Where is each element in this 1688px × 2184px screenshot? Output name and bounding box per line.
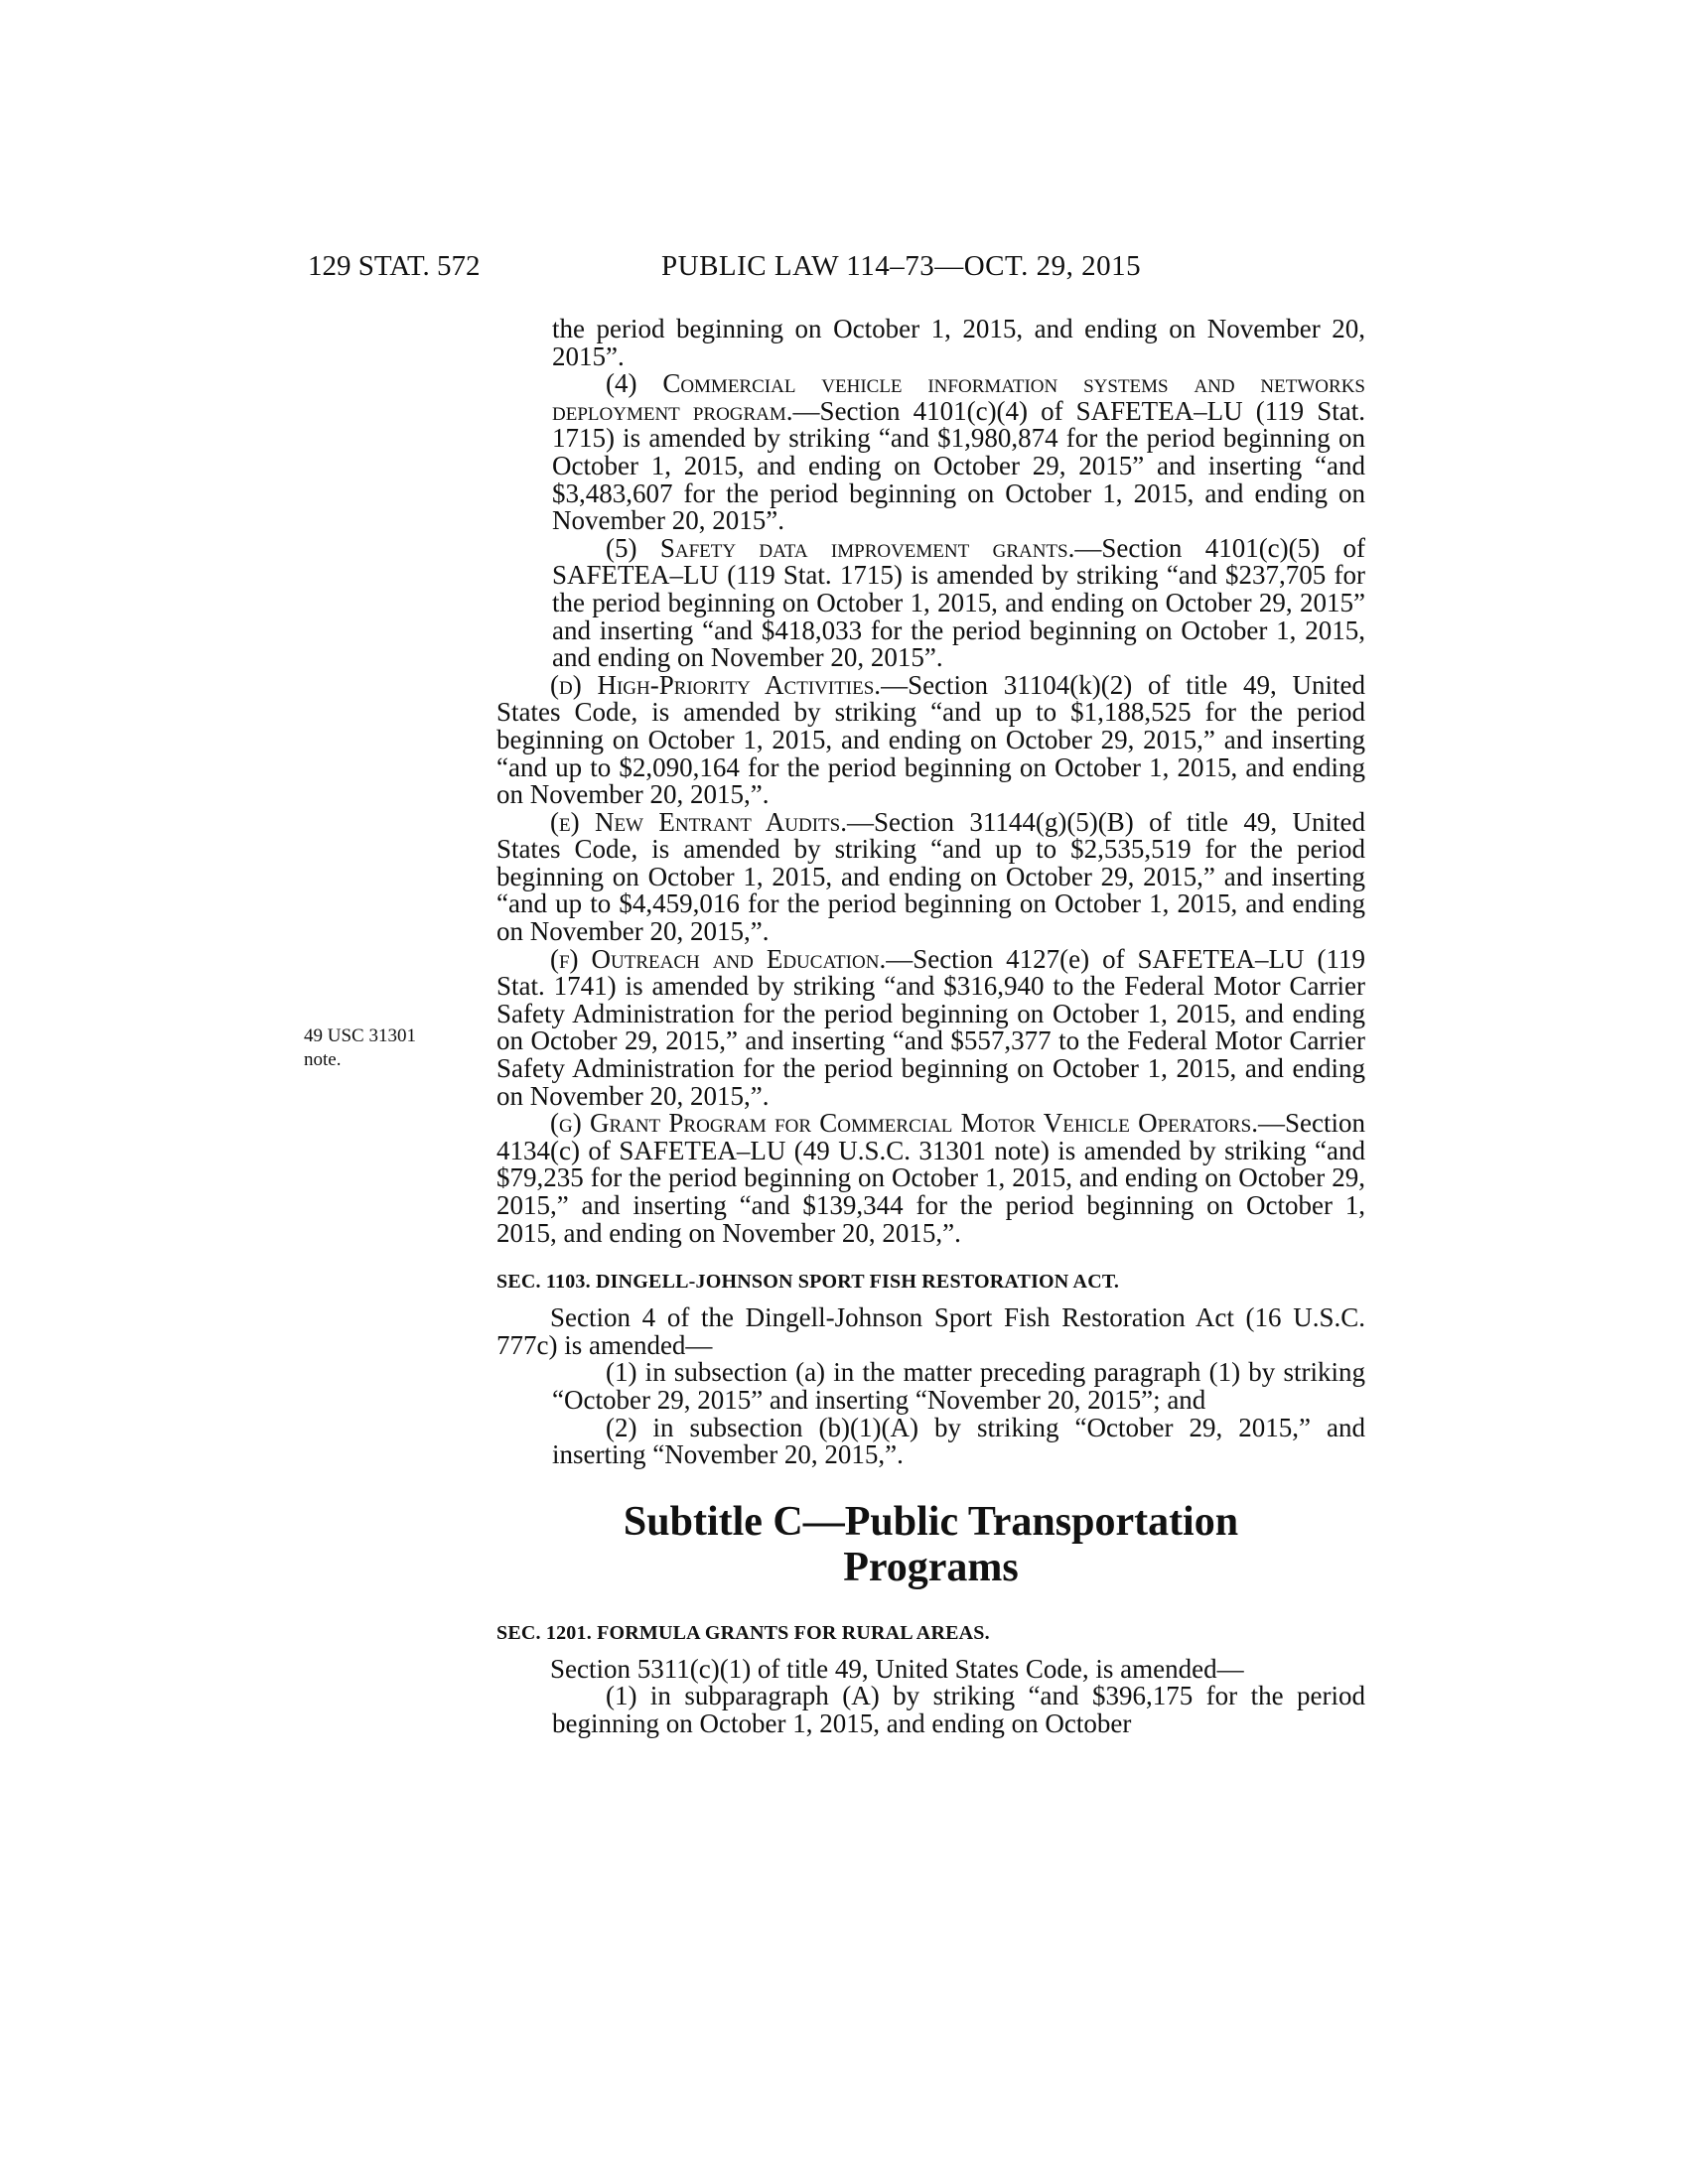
paragraph-heading: (d) High-Priority Activities. xyxy=(550,669,882,700)
paragraph: (1) in subsection (a) in the matter preceding paragraph (1) by striking “October 29, 2015” and inserting “November 20, 2015”; and xyxy=(552,1357,1365,1415)
paragraph-heading: (5) Safety data improvement grants. xyxy=(606,532,1075,563)
paragraph-heading: (f) Outreach and Education. xyxy=(550,943,887,974)
margin-note-line: note. xyxy=(304,1049,342,1070)
statute-page-number: 129 STAT. 572 xyxy=(308,250,481,282)
paragraph-heading: (e) New Entrant Audits. xyxy=(550,806,847,837)
document-body xyxy=(496,316,1365,1738)
paragraph-heading: (4) Commercial vehicle information systems and networks deployment program. xyxy=(552,368,1365,426)
paragraph-text: —Section 31144(g)(5)(B) of title 49, United States Code, is amended by striking “and up to $2,535,519 for the period beginning on October 1, 2015, and ending on October 29, 2015,” and inserting “and up to $4,459,016 for the period beginning on October 1, 2015, and ending on November 20, 2015,”. xyxy=(496,806,1365,947)
paragraph: Section 4 of the Dingell-Johnson Sport Fish Restoration Act (16 U.S.C. 777c) is amended— xyxy=(496,1302,1365,1360)
paragraph xyxy=(496,943,1365,1111)
margin-note xyxy=(304,1024,463,1072)
paragraph: Section 5311(c)(1) of title 49, United States Code, is amended— xyxy=(550,1653,1244,1684)
subtitle-line: Subtitle C—Public Transportation xyxy=(623,1498,1239,1545)
paragraph xyxy=(496,806,1365,947)
paragraph-heading: (g) Grant Program for Commercial Motor Vehicle Operators. xyxy=(550,1108,1258,1139)
paragraph: (1) in subparagraph (A) by striking “and $396,175 for the period beginning on October 1, 2015, and ending on October xyxy=(552,1681,1365,1738)
paragraph-text: —Section 4134(c) of SAFETEA–LU (49 U.S.C. 31301 note) is amended by striking “and $79,235 for the period beginning on October 1, 2015, and ending on October 29, 2015,” and inserting “and $139,344 for the period beginning on October 1, 2015, and ending on November 20, 2015,”. xyxy=(496,1108,1365,1248)
paragraph xyxy=(496,532,1365,673)
paragraph: the period beginning on October 1, 2015, and ending on November 20, 2015”. xyxy=(552,314,1365,371)
subtitle-line: Programs xyxy=(843,1544,1019,1590)
paragraph-text: —Section 4101(c)(4) of SAFETEA–LU (119 Stat. 1715) is amended by striking “and $1,980,874 for the period beginning on October 1, 2015, and ending on October 29, 2015” and inserting “and $3,483,607 for the period beginning on October 1, 2015, and ending on November 20, 2015”. xyxy=(552,395,1365,536)
section-heading: SEC. 1201. FORMULA GRANTS FOR RURAL AREAS. xyxy=(496,1621,990,1644)
paragraph-text: —Section 4127(e) of SAFETEA–LU (119 Stat. 1741) is amended by striking “and $316,940 to the Federal Motor Carrier Safety Administration for the period beginning on October 1, 2015, and ending on October 29, 2015,” and inserting “and $557,377 to the Federal Motor Carrier Safety Administration for the period beginning on October 1, 2015, and ending on November 20, 2015,”. xyxy=(496,943,1365,1111)
paragraph xyxy=(496,669,1366,810)
public-law-title: PUBLIC LAW 114–73—OCT. 29, 2015 xyxy=(661,250,1142,282)
running-header xyxy=(0,250,1688,290)
paragraph xyxy=(496,1110,1365,1247)
paragraph xyxy=(496,370,1365,535)
subtitle-heading xyxy=(496,1499,1365,1590)
paragraph: (2) in subsection (b)(1)(A) by striking “October 29, 2015,” and inserting “November 20, 2015,”. xyxy=(552,1412,1365,1470)
paragraph-text: —Section 31104(k)(2) of title 49, United States Code, is amended by striking “and up to $1,188,525 for the period beginning on October 1, 2015, and ending on October 29, 2015,” and inserting “and up to $2,090,164 for the period beginning on October 1, 2015, and ending on November 20, 2015,”. xyxy=(496,669,1366,810)
section-heading: SEC. 1103. DINGELL-JOHNSON SPORT FISH RESTORATION ACT. xyxy=(496,1271,1120,1294)
margin-note-line: 49 USC 31301 xyxy=(304,1025,416,1046)
paragraph-text: —Section 4101(c)(5) of SAFETEA–LU (119 Stat. 1715) is amended by striking “and $237,705 for the period beginning on October 1, 2015, and ending on October 29, 2015” and inserting “and $418,033 for the period beginning on October 1, 2015, and ending on November 20, 2015”. xyxy=(552,532,1365,673)
